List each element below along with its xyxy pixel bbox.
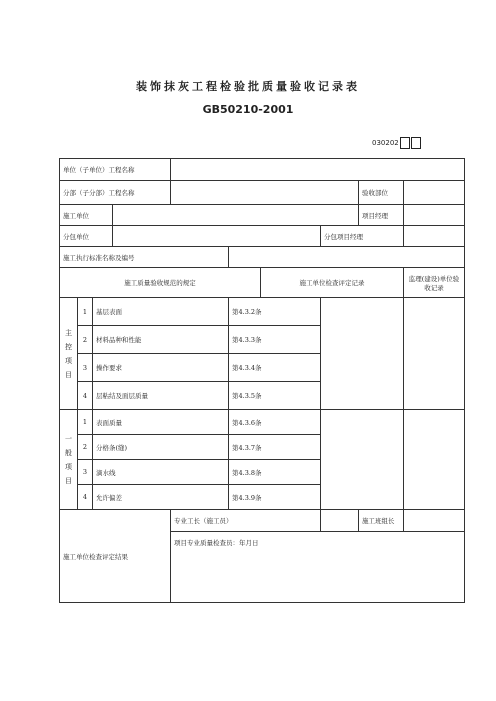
project-manager-value[interactable] [404,205,465,226]
form-number-text: 030202 [372,139,399,147]
acceptance-record-table [59,158,465,603]
general-label-char: 般 [65,448,72,457]
unit-project-value[interactable] [171,159,465,181]
sub-project-manager-value[interactable] [404,226,465,247]
general-supervisor-record[interactable] [404,410,465,510]
main-item-clause: 第4.3.3条 [229,326,321,354]
standard-code: GB50210-2001 [202,103,294,116]
main-item-clause: 第4.3.5条 [229,382,321,410]
footer-signature-row [60,510,465,532]
standard-name-label: 施工执行标准名称及编号 [60,247,229,268]
contractor-label: 施工单位 [60,205,113,226]
unit-project-label: 单位（子单位）工程名称 [60,159,171,181]
main-control-label-char: 目 [65,370,72,379]
general-item-no: 3 [78,460,93,485]
general-label-char: 一 [65,434,72,443]
general-item-clause: 第4.3.9条 [229,485,321,510]
main-item-name: 操作要求 [93,354,229,382]
supervisor-record-header: 监理(建设)单位验收记录 [404,268,465,298]
result-label: 施工单位检查评定结果 [60,510,171,603]
spec-column-header: 施工质量验收规范的规定 [60,268,261,298]
form-number-box-2[interactable] [411,137,421,149]
form-title: 装饰抹灰工程检验批质量验收记录表 [136,80,360,93]
acceptance-dept-value[interactable] [404,181,465,205]
form-number-box-1[interactable] [400,137,410,149]
main-control-label [60,298,78,410]
contractor-value[interactable] [113,205,359,226]
sub-project-value[interactable] [171,181,359,205]
general-item-no: 1 [78,410,93,435]
main-item-name: 材料品种和性能 [93,326,229,354]
main-control-label-char: 控 [65,342,72,351]
general-label-char: 目 [65,476,72,485]
main-control-label-char: 项 [65,356,72,365]
sub-project-manager-label: 分包项目经理 [321,226,404,247]
general-contractor-record[interactable] [321,410,404,510]
main-item-no: 3 [78,354,93,382]
main-contractor-record[interactable] [321,298,404,410]
general-label [60,410,78,510]
main-item-clause: 第4.3.4条 [229,354,321,382]
main-item-name: 层粘结及面层质量 [93,382,229,410]
standard-name-value[interactable] [229,247,465,268]
subcontractor-label: 分包单位 [60,226,113,247]
contractor-record-header: 施工单位检查评定记录 [261,268,404,298]
general-item-name: 允许偏差 [93,485,229,510]
main-item-no: 4 [78,382,93,410]
main-supervisor-record[interactable] [404,298,465,410]
general-item-clause: 第4.3.8条 [229,460,321,485]
inspector-label: 项目专业质量检查员：年月日 [174,539,259,547]
main-item-name: 基层表面 [93,298,229,326]
column-header-row [60,268,465,298]
general-item-row [60,410,465,435]
main-item-row [60,298,465,326]
general-item-clause: 第4.3.7条 [229,435,321,460]
header-row-subcontractor [60,226,465,247]
header-row-unit [60,159,465,181]
form-number [372,137,421,149]
header-row-standard [60,247,465,268]
general-label-char: 项 [65,462,72,471]
general-item-clause: 第4.3.6条 [229,410,321,435]
inspector-signature[interactable] [171,532,465,603]
foreman-label: 专业工长（施工员） [171,510,321,532]
general-item-name: 分格条(缝) [93,435,229,460]
subcontractor-value[interactable] [113,226,321,247]
general-item-no: 2 [78,435,93,460]
main-control-label-char: 主 [65,328,72,337]
main-item-clause: 第4.3.2条 [229,298,321,326]
team-leader-signature[interactable] [404,510,465,532]
header-row-subproject [60,181,465,205]
foreman-signature[interactable] [321,510,359,532]
general-item-name: 滴水线 [93,460,229,485]
header-row-contractor [60,205,465,226]
general-item-name: 表面质量 [93,410,229,435]
main-item-no: 2 [78,326,93,354]
acceptance-dept-label: 验收部位 [359,181,404,205]
team-leader-label: 施工班组长 [359,510,404,532]
main-item-no: 1 [78,298,93,326]
project-manager-label: 项目经理 [359,205,404,226]
sub-project-label: 分部（子分部）工程名称 [60,181,171,205]
general-item-no: 4 [78,485,93,510]
